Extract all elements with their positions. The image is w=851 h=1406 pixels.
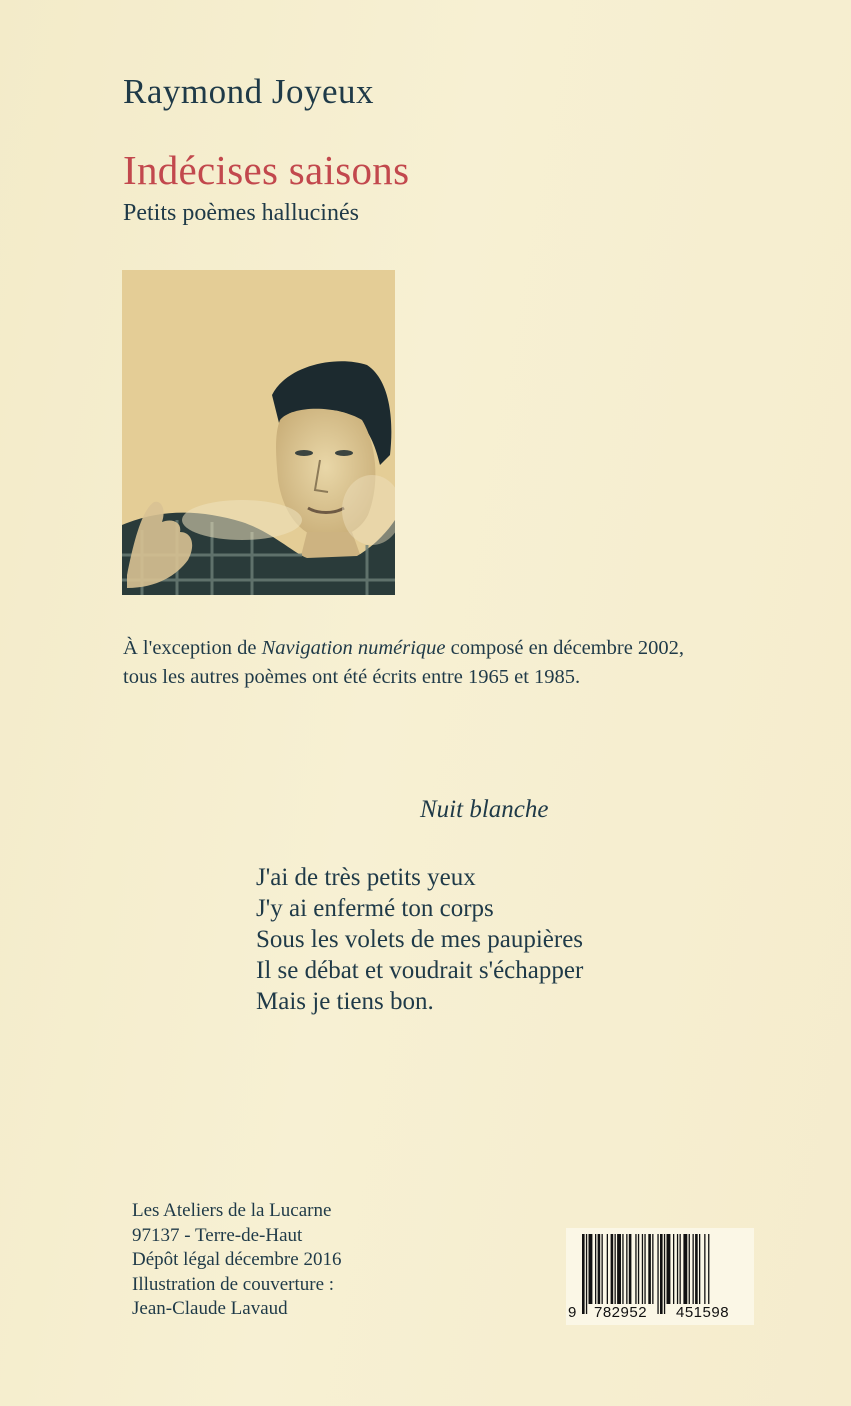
- isbn-right-group: 451598: [676, 1304, 730, 1321]
- barcode-bar: [683, 1234, 687, 1304]
- barcode-bar: [644, 1234, 645, 1304]
- poem-line: Mais je tiens bon.: [256, 988, 434, 1015]
- poem-line: Il se débat et voudrait s'échapper: [256, 957, 584, 984]
- imprint-line: Dépôt légal décembre 2016: [132, 1249, 342, 1270]
- blurb-italic-title: Navigation numérique: [261, 637, 446, 659]
- poem-body: [256, 862, 583, 1017]
- barcode-bar: [622, 1234, 623, 1304]
- barcode-bar: [680, 1234, 681, 1304]
- barcode-bar: [602, 1234, 603, 1304]
- barcode-bar: [673, 1234, 674, 1304]
- barcode-bar: [652, 1234, 653, 1304]
- barcode-bar: [677, 1234, 678, 1304]
- barcode-bar: [607, 1234, 608, 1304]
- barcode-bar: [595, 1234, 596, 1304]
- book-subtitle: Petits poèmes hallucinés: [123, 200, 359, 226]
- barcode-bar: [626, 1234, 627, 1304]
- barcode-bar: [689, 1234, 690, 1304]
- barcode-bar: [695, 1234, 698, 1304]
- imprint-line: Les Ateliers de la Lucarne: [132, 1200, 332, 1221]
- isbn-first-digit: 9: [568, 1304, 577, 1321]
- barcode-bar: [589, 1234, 593, 1304]
- imprint-line: Jean-Claude Lavaud: [132, 1298, 288, 1319]
- barcode-bar: [660, 1234, 663, 1314]
- book-title: Indécises saisons: [123, 147, 410, 193]
- poem-line: J'y ai enfermé ton corps: [256, 895, 494, 922]
- blurb-text-end: composé en décembre 2002, tous les autres poèmes ont été écrits entre 1965 et 1985.: [123, 637, 685, 688]
- imprint-line: 97137 - Terre-de-Haut: [132, 1224, 303, 1246]
- poem-line: Sous les volets de mes paupières: [256, 926, 584, 953]
- poem-line: J'ai de très petits yeux: [256, 864, 476, 891]
- barcode-bar: [615, 1234, 616, 1304]
- blurb-paragraph: [123, 634, 723, 692]
- barcode-bar: [582, 1234, 585, 1314]
- barcode-bar: [642, 1234, 643, 1304]
- barcode-bar: [704, 1234, 705, 1304]
- imprint-line: Illustration de couverture :: [132, 1273, 335, 1295]
- barcode-bar: [629, 1234, 632, 1304]
- barcode-bar: [708, 1234, 709, 1304]
- author-photo: [122, 270, 395, 595]
- barcode-bar: [586, 1234, 587, 1314]
- isbn-left-group: 782952: [594, 1304, 648, 1321]
- isbn-barcode: [566, 1228, 754, 1325]
- barcode-bar: [648, 1234, 651, 1304]
- publisher-imprint: [132, 1199, 341, 1322]
- blurb-text-start: À l'exception de: [123, 637, 262, 659]
- barcode-bar: [598, 1234, 601, 1304]
- barcode-bar: [664, 1234, 665, 1314]
- barcode-bar: [667, 1234, 671, 1304]
- barcode-bar: [635, 1234, 636, 1304]
- poem-title: Nuit blanche: [420, 796, 549, 823]
- barcode-bar: [611, 1234, 614, 1304]
- barcode-bar: [617, 1234, 621, 1304]
- author-portrait-image: [122, 270, 395, 595]
- barcode-bar: [657, 1234, 658, 1314]
- barcode-bar: [693, 1234, 694, 1304]
- author-name: Raymond Joyeux: [123, 72, 375, 111]
- barcode-bar: [699, 1234, 700, 1304]
- barcode-bar: [638, 1234, 639, 1304]
